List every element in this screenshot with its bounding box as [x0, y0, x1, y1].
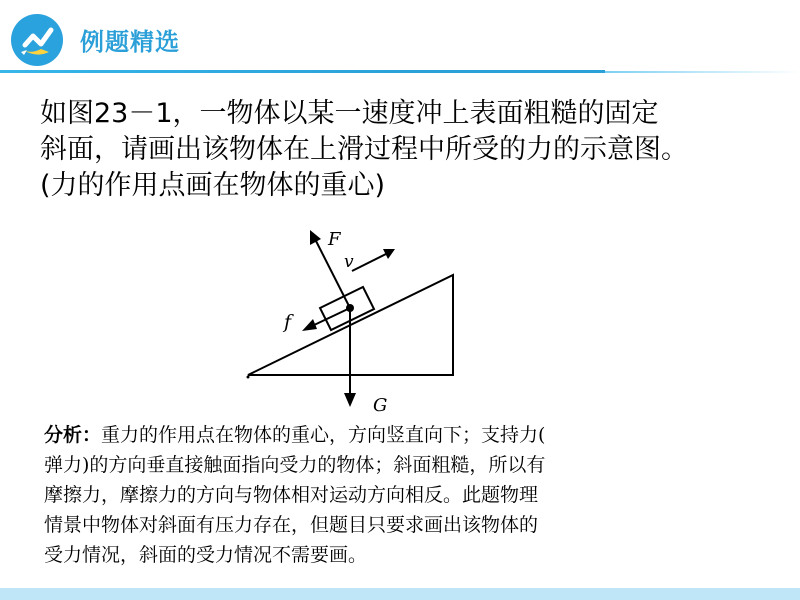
analysis-line: 弹力)的方向垂直接触面指向受力的物体；斜面粗糙，所以有: [44, 454, 546, 476]
question-line: 斜面，请画出该物体在上滑过程中所受的力的示意图。: [40, 134, 688, 165]
analysis-label: 分析：: [44, 424, 102, 446]
analysis-line: [44, 420, 759, 450]
footer-bar: [0, 588, 800, 600]
friction-arrowhead: [302, 319, 317, 331]
header-divider: [0, 70, 605, 73]
analysis-text: [44, 420, 759, 570]
incline-force-diagram: [240, 225, 470, 415]
question-line: 如图23－1，一物体以某一速度冲上表面粗糙的固定: [40, 98, 659, 129]
support-force-arrowhead: [310, 230, 321, 245]
friction-label: f: [284, 311, 292, 333]
incline-corner-dot: [247, 376, 250, 379]
analysis-line: 摩擦力，摩擦力的方向与物体相对运动方向相反。此题物理: [44, 484, 539, 506]
velocity-label: v: [344, 252, 354, 272]
analysis-line: 受力情况，斜面的受力情况不需要画。: [44, 544, 368, 566]
velocity-arrow: [352, 254, 386, 271]
section-title: 例题精选: [80, 28, 180, 56]
analysis-line: 情景中物体对斜面有压力存在，但题目只要求画出该物体的: [44, 514, 539, 536]
question-line: (力的作用点画在物体的重心): [40, 170, 386, 201]
gravity-label: G: [373, 395, 388, 415]
question-text: [40, 96, 780, 204]
header-divider-fade: [605, 71, 800, 73]
support-force-label: F: [328, 229, 341, 250]
gravity-arrowhead: [344, 393, 356, 407]
analysis-line-text: 重力的作用点在物体的重心，方向竖直向下；支持力(: [101, 424, 546, 446]
slide-header: [0, 0, 800, 80]
pencil-check-icon: [11, 14, 63, 66]
